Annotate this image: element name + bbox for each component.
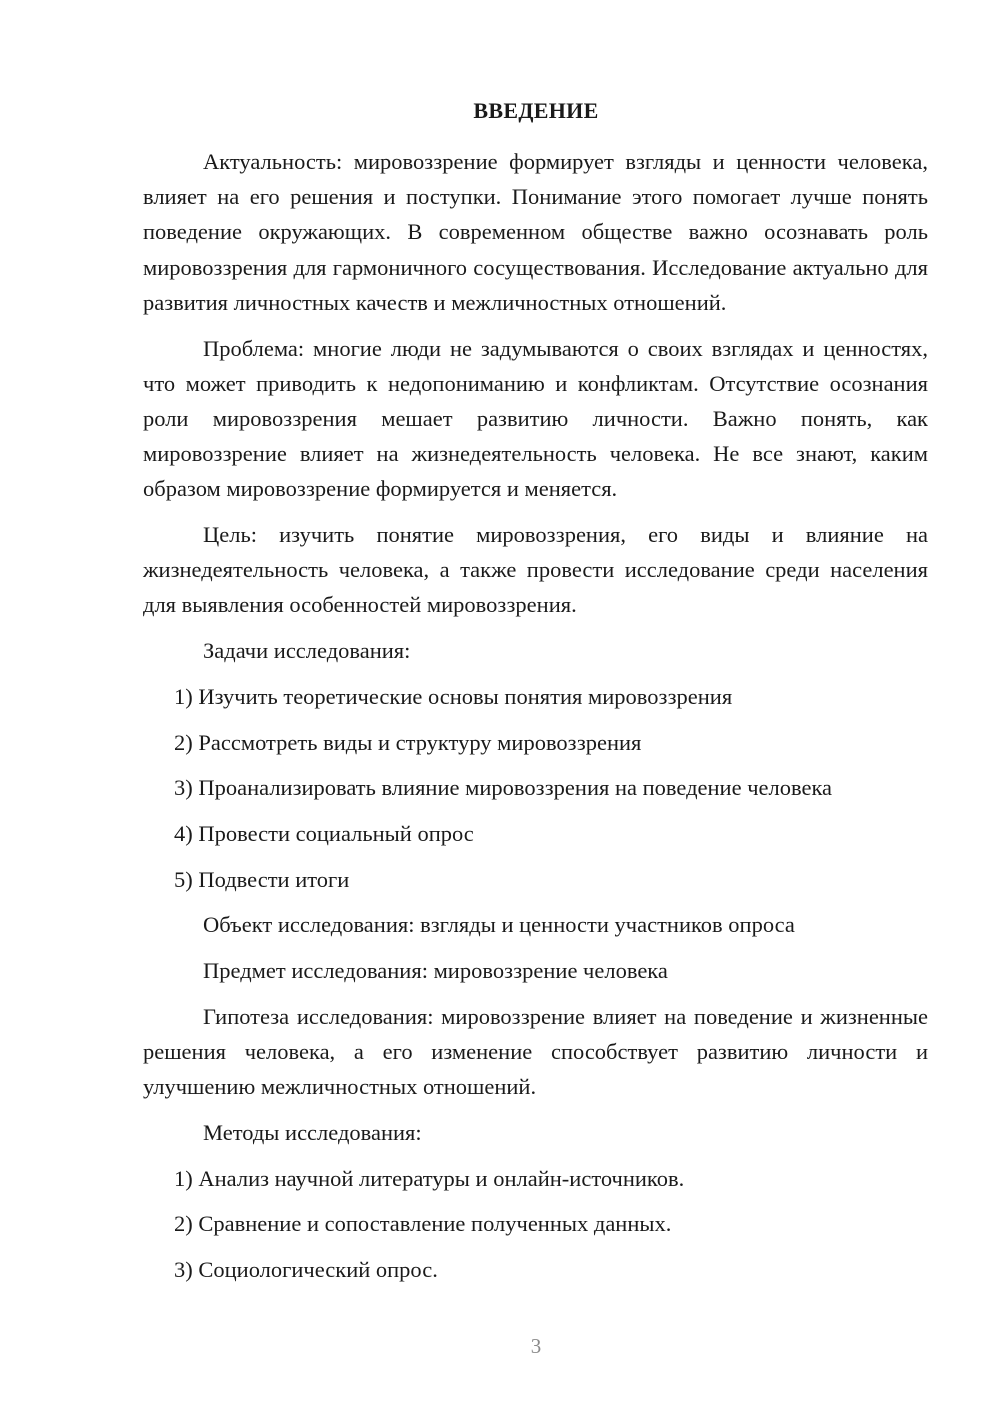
- document-body: [143, 144, 928, 1298]
- subject-line: Предмет исследования: мировоззрение человека: [203, 958, 668, 984]
- problem-paragraph: Проблема: многие люди не задумываются о своих взглядах и ценностях, что может приводить к недопониманию и конфликтам. Отсутствие осознания роли мировоззрения мешает развитию личности. Важно понять, как мировоззрение влияет на жизнедеятельность человека. Не все знают, каким образом мировоззрение формируется и меняется.: [143, 335, 928, 502]
- task-item: 4) Провести социальный опрос: [174, 820, 474, 846]
- task-item: 1) Изучить теоретические основы понятия мировоззрения: [174, 683, 733, 709]
- section-title: ВВЕДЕНИЕ: [473, 98, 599, 123]
- method-item: 3) Социологический опрос.: [174, 1256, 438, 1282]
- task-item: 5) Подвести итоги: [174, 866, 350, 892]
- tasks-heading: Задачи исследования:: [203, 638, 411, 664]
- method-item: 1) Анализ научной литературы и онлайн-источников.: [174, 1165, 685, 1191]
- hypothesis-paragraph: Гипотеза исследования: мировоззрение влияет на поведение и жизненные решения человека, а его изменение способствует развитию личности и улучшению межличностных отношений.: [143, 1003, 928, 1100]
- method-item: 2) Сравнение и сопоставление полученных данных.: [174, 1211, 672, 1237]
- object-line: Объект исследования: взгляды и ценности участников опроса: [203, 912, 795, 938]
- task-item: 2) Рассмотреть виды и структуру мировоззрения: [174, 729, 642, 755]
- methods-heading: Методы исследования:: [203, 1119, 422, 1145]
- relevance-paragraph: Актуальность: мировоззрение формирует взгляды и ценности человека, влияет на его решения и поступки. Понимание этого помогает лучше понять поведение окружающих. В современном обществе важно осознавать роль мировоззрения для гармоничного сосуществования. Исследование актуально для развития личностных качеств и межличностных отношений.: [143, 149, 928, 315]
- task-item: 3) Проанализировать влияние мировоззрения на поведение человека: [174, 775, 833, 801]
- page-number: 3: [530, 1334, 542, 1358]
- goal-paragraph: Цель: изучить понятие мировоззрения, его виды и влияние на жизнедеятельность человека, а также провести исследование среди населения для выявления особенностей мировоззрения.: [143, 522, 928, 618]
